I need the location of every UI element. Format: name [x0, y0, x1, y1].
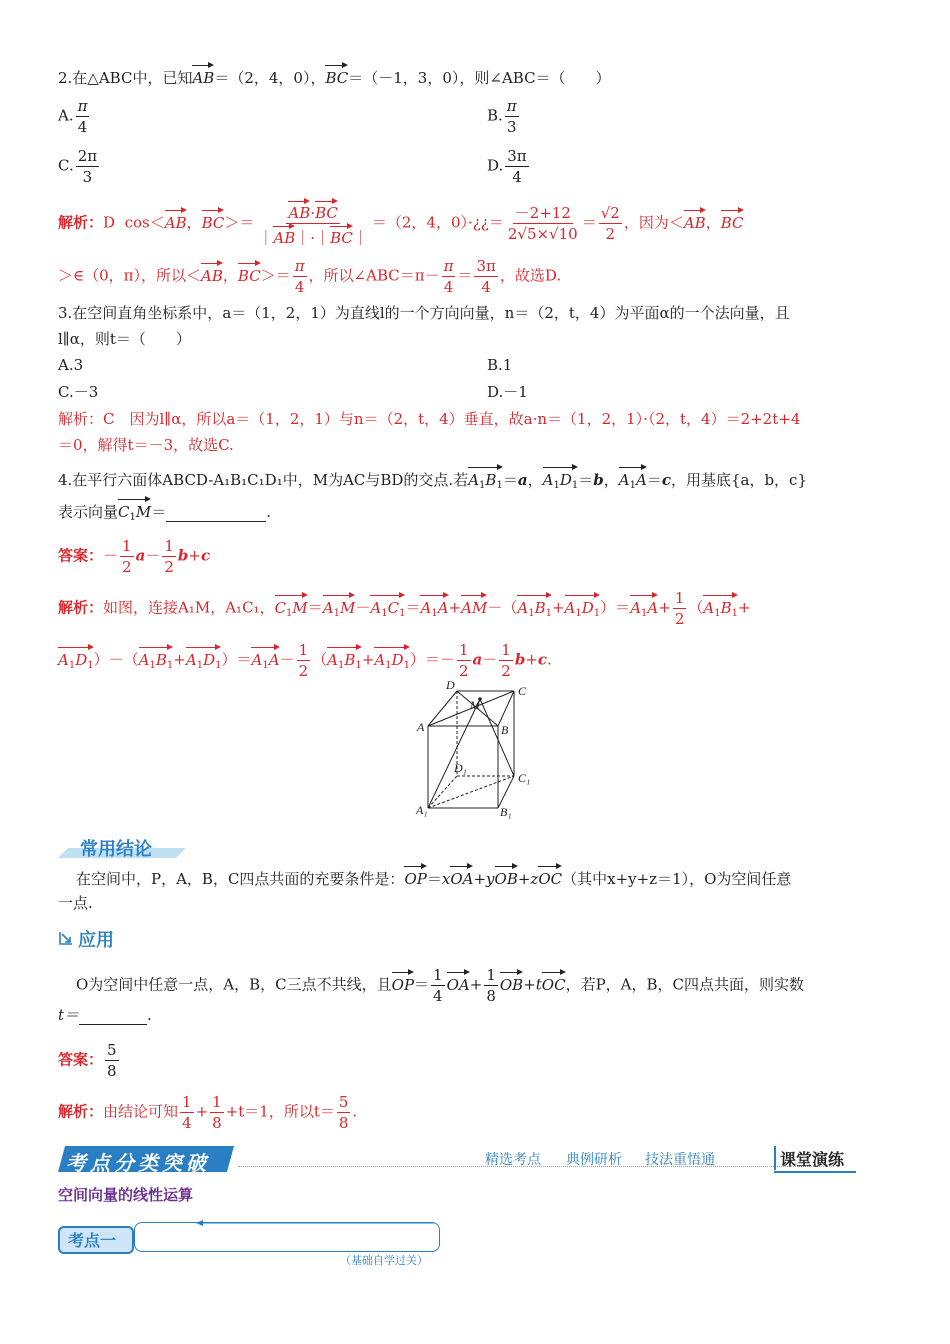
application-line1: O为空间中任意一点，A，B，C三点不共线，且OP＝ $\frac{1}{4}$ OA+ $\frac{1}{8}$ OB+tOC，若P，A，B，C四点共面，则实数	[76, 966, 805, 1005]
q2-stem: 2.在△ABC中，已知AB＝（2，4，0），BC＝（－1，3，0），则∠ABC＝（ ）	[58, 63, 611, 89]
application-arrow-icon	[58, 930, 74, 946]
label-B: B	[501, 723, 509, 737]
q4-stem-line1: 4.在平行六面体ABCD-A₁B₁C₁D₁中，M为AC与BD的交点.若$A_1B_1=a$，$A_1D_1=b$，$A_1A=c$，用基底{a，b，c}	[58, 465, 807, 497]
label-A1: A₁	[416, 803, 428, 817]
q3-stem-line1: 3.在空间直角坐标系中，a＝（1，2，1）为直线l的一个方向向量，n＝（2，t，4）为平面α的一个法向量，且	[58, 304, 790, 322]
label-D1: D₁	[454, 761, 467, 775]
vector-AB: AB	[192, 63, 214, 89]
q2-analysis-line1: 解析：D cos＜AB，BC＞＝ $\frac{AB\cdot BC}{|AB|\cdot|BC|}$ ＝（2，4，0）·¿¿＝ $\frac{-2+12}{2√5\times√10}$ ＝ $\frac{√2}{2}$ ，因为＜AB，BC	[58, 199, 744, 248]
section-subtitle: 空间向量的线性运算	[58, 1186, 194, 1204]
q2-option-b: B. $\frac{\pi}{3}$	[487, 97, 517, 136]
q4-stem-line2: 表示向量$C_1M=$ .	[58, 497, 271, 529]
topic-note: （基础自学过关）	[340, 1254, 428, 1267]
label-M: M	[470, 698, 480, 712]
q3-analysis-line2: ＝0，解得t＝－3，故选C.	[58, 436, 234, 454]
conclusion-title: 常用结论	[80, 839, 152, 860]
q2-analysis-line2: ＞∈（0，π），所以＜AB，BC＞＝ $\frac{\pi}{4}$ ，所以∠ABC＝π－ $\frac{\pi}{4}$ ＝ $\frac{3\pi}{4}$ ，故选D.	[58, 257, 562, 296]
q3-option-d: D.－1	[487, 383, 528, 401]
q3-analysis-line1: 解析：C 因为l∥α，所以a＝（1，2，1）与n＝（2，t，4）垂直，故a·n＝（1，2，1）·（2，t，4）＝2+2t+4	[58, 410, 801, 428]
application-line2: t＝ .	[58, 1006, 152, 1024]
section-link-2[interactable]: 典例研析	[566, 1152, 622, 1168]
q2-option-a: A. $\frac{\pi}{4}$	[58, 97, 88, 136]
label-C: C	[518, 684, 527, 698]
label-C1: C₁	[518, 771, 531, 785]
conclusion-line1: 在空间中，P，A，B，C四点共面的充要条件是：OP＝xOA+yOB+zOC（其中x+y+z＝1），O为空间任意	[76, 864, 791, 890]
q2-option-c: C. $\frac{2\pi}{3}$	[58, 147, 98, 186]
q4-answer-blank	[166, 505, 266, 522]
label-D: D	[446, 678, 455, 692]
arrow-left-icon	[196, 1218, 436, 1228]
label-B1: B₁	[500, 805, 512, 819]
conclusion-header	[58, 836, 188, 860]
q2-option-d: D. $\frac{3\pi}{4}$	[487, 147, 527, 186]
q4-answer: 答案：－ $\frac{1}{2}$ a－ $\frac{1}{2}$ b+c	[58, 537, 211, 576]
section-banner	[58, 1144, 858, 1174]
section-tab[interactable]: 课堂演练	[780, 1150, 845, 1169]
topic-badge: 考点一	[68, 1231, 117, 1250]
q3-option-a: A.3	[58, 356, 84, 374]
q3-stem-line2: l∥α，则t＝（ ）	[58, 330, 191, 348]
section-banner-title: 考点分类突破	[66, 1151, 210, 1175]
application-answer: 答案： $\frac{5}{8}$	[58, 1041, 117, 1080]
topic-badge-row	[58, 1218, 448, 1268]
section-link-1[interactable]: 精选考点	[485, 1152, 541, 1168]
conclusion-line2: 一点.	[58, 894, 93, 912]
q3-option-c: C.－3	[58, 383, 99, 401]
q3-option-b: B.1	[487, 356, 513, 374]
application-title: 应用	[78, 930, 114, 951]
vector-BC: BC	[325, 63, 348, 89]
q4-analysis-line1: 解析：如图，连接A₁M，A₁C₁，$C_1M=A_1M-A_1C_1=A_1A+AM-(A_1B_1+A_1D_1)=A_1A+$ $\frac{1}{2}$ （$A_1B_1+$	[58, 589, 751, 628]
parallelepiped-figure	[410, 678, 550, 823]
section-link-3[interactable]: 技法重悟通	[645, 1152, 715, 1168]
label-A: A	[417, 720, 425, 734]
q4-analysis-line2: $A_1D_1)-(A_1B_1+A_1D_1)=A_1A-$ $\frac{1}{2}$ $(A_1B_1+A_1D_1)=-$ $\frac{1}{2}$ a－ $\frac{1}{2}$ b+c.	[58, 641, 552, 680]
application-answer-blank	[79, 1008, 147, 1025]
application-analysis: 解析：由结论可知 $\frac{1}{4}$ + $\frac{1}{8}$ +t＝1，所以t＝ $\frac{5}{8}$ .	[58, 1093, 358, 1132]
